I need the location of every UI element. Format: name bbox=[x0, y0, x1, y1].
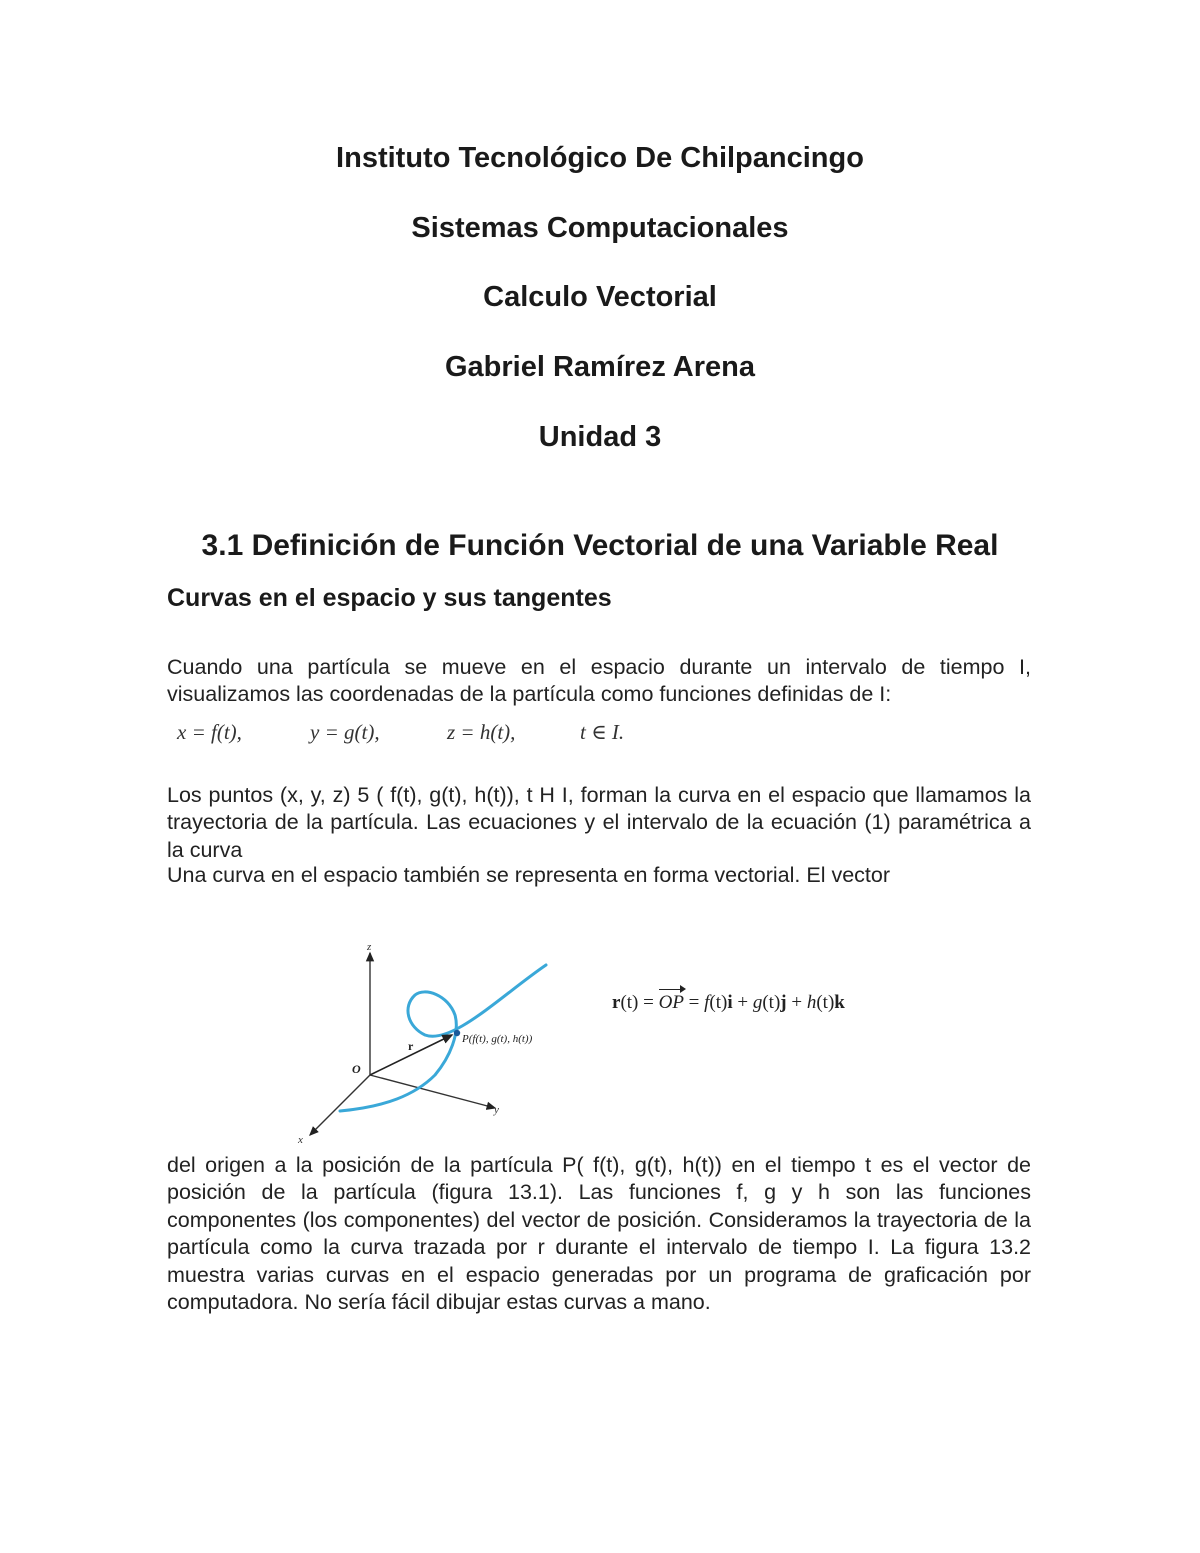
formula-equals-2: = bbox=[683, 992, 705, 1013]
space-curve-figure bbox=[290, 935, 570, 1150]
formula-plus-2: + bbox=[786, 992, 807, 1013]
section-title: 3.1 Definición de Función Vectorial de una Variable Real bbox=[201, 529, 999, 562]
career-name: Sistemas Computacionales bbox=[411, 212, 789, 244]
formula-h: h bbox=[806, 992, 817, 1013]
formula-op-vector: OP bbox=[658, 992, 684, 1013]
formula-i: i bbox=[727, 992, 733, 1013]
formula-f-arg: (t) bbox=[709, 992, 728, 1013]
formula-h-arg: (t) bbox=[816, 992, 835, 1013]
formula-g: g bbox=[752, 992, 763, 1013]
paragraph-trajectory: Los puntos (x, y, z) 5 ( f(t), g(t), h(t)), t H I, forman la curva en el espacio que llamamos la trayectoria de la partícula. Las ecuaciones y el intervalo de la ecuación (1) paramétrica a la curva bbox=[167, 783, 1031, 862]
author-name: Gabriel Ramírez Arena bbox=[445, 351, 755, 383]
formula-equals: = bbox=[638, 992, 659, 1013]
equation-x: x = f(t), bbox=[177, 720, 242, 744]
subject-name: Calculo Vectorial bbox=[483, 281, 717, 313]
formula-f: f bbox=[704, 992, 710, 1013]
equation-y: y = g(t), bbox=[310, 720, 380, 744]
formula-g-arg: (t) bbox=[762, 992, 781, 1013]
x-axis bbox=[310, 1075, 370, 1135]
formula-plus: + bbox=[732, 992, 753, 1013]
formula-r: r bbox=[612, 992, 621, 1013]
z-axis-label: z bbox=[367, 941, 372, 953]
formula-j: j bbox=[780, 992, 787, 1013]
equation-z: z = h(t), bbox=[447, 720, 516, 744]
point-p bbox=[454, 1030, 460, 1036]
unit-label: Unidad 3 bbox=[538, 421, 662, 453]
vector-label: r bbox=[408, 1039, 414, 1053]
institute-name: Instituto Tecnológico De Chilpancingo bbox=[336, 142, 864, 174]
parametric-equations bbox=[175, 718, 635, 748]
point-label: P(f(t), g(t), h(t)) bbox=[462, 1033, 533, 1045]
formula-r-arg: (t) bbox=[620, 992, 639, 1013]
subsection-title: Curvas en el espacio y sus tangentes bbox=[167, 584, 612, 612]
origin-label: O bbox=[352, 1062, 361, 1076]
paragraph-vector-form: Una curva en el espacio también se representa en forma vectorial. El vector bbox=[167, 863, 891, 887]
formula-k: k bbox=[834, 992, 845, 1013]
paragraph-position-vector: del origen a la posición de la partícula P( f(t), g(t), h(t)) en el tiempo t es el vector de posición de la partícula (figura 13.1). Las funciones f, g y h son las funciones componentes (los componentes) del vector de posición. Consideramos la trayectoria de la partícula como la curva trazada por r durante el intervalo de tiempo I. La figura 13.2 muestra varias curvas en el espacio generadas por un programa de graficación por computadora. No sería fácil dibujar estas curvas a mano. bbox=[167, 1153, 1031, 1315]
paragraph-intro: Cuando una partícula se mueve en el espacio durante un intervalo de tiempo I, visualizamos las coordenadas de la partícula como funciones definidas de I: bbox=[167, 655, 1031, 707]
y-axis-label: y bbox=[494, 1104, 499, 1116]
position-vector-formula bbox=[612, 992, 845, 1014]
equation-t: t ∈ I. bbox=[580, 720, 625, 744]
x-axis-label: x bbox=[298, 1134, 303, 1146]
